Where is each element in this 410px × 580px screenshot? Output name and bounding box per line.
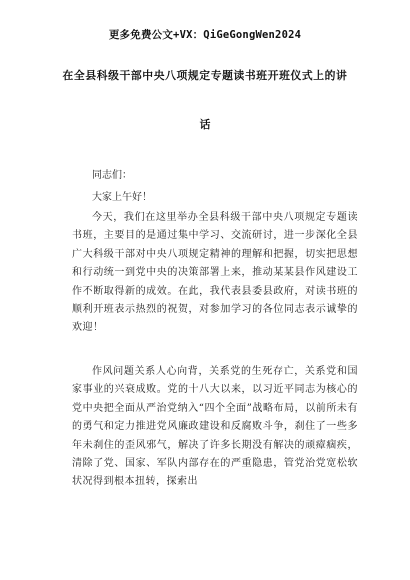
header-watermark: 更多免费公文+VX：QiGeGongWen2024 — [108, 29, 302, 41]
greeting: 大家上午好！ — [92, 192, 152, 203]
document-title: 在全县科级干部中央八项规定专题读书班开班仪式上的讲 — [62, 69, 348, 82]
body-paragraph: 今天，我们在这里举办全县科级干部中央八项规定专题读书班，主要目的是通过集中学习、交流研讨，进一步深化全县广大科级干部对中央八项规定精神的理解和把握，切实把思想和行动统一到党中央的决策部署上来，推动某某县作风建设工作不断取得新的成效。在此，我代表县委县政府，对读书班的顺利开班表示热烈的祝贺，对参加学习的各位同志表示诚挚的欢迎！ — [72, 212, 358, 334]
document-title-continued: 话 — [199, 118, 211, 131]
body-paragraph: 作风问题关系人心向背，关系党的生死存亡，关系党和国家事业的兴衰成败。党的十八大以来，以习近平同志为核心的党中央把全面从严治党纳入“四个全面”战略布局，以前所未有的勇气和定力推进党风廉政建设和反腐败斗争，刹住了一些多年未刹住的歪风邪气，解决了许多长期没有解决的顽瘴痼疾，清除了党、国家、军队内部存在的严重隐患，管党治党宽松软状况得到根本扭转，探索出 — [72, 366, 358, 488]
salutation: 同志们： — [92, 170, 132, 181]
